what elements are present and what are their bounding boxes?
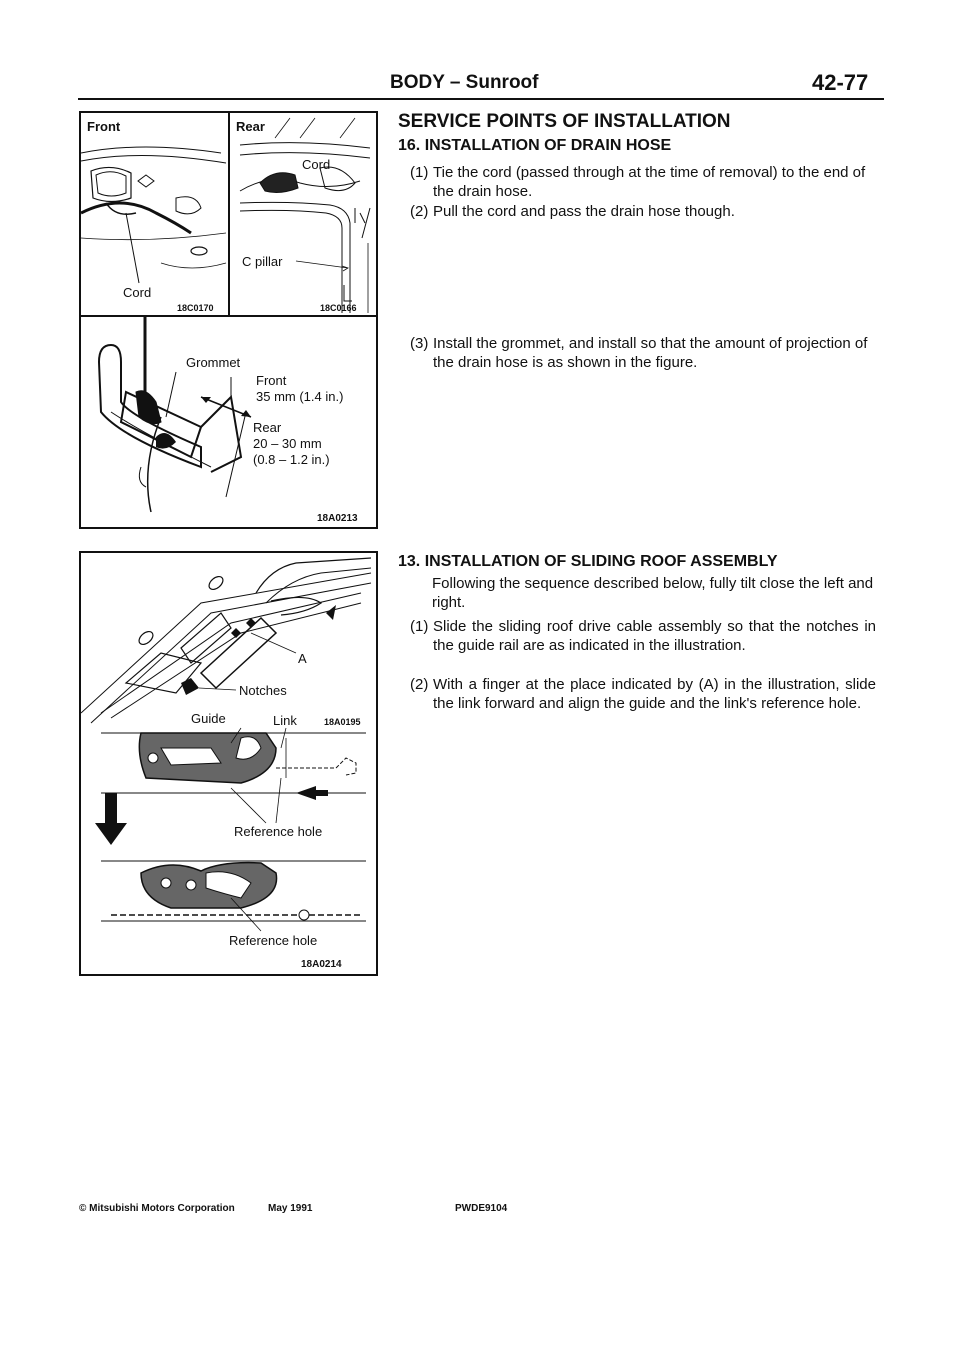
figure-sliding-roof xyxy=(79,551,378,976)
page-number: 42-77 xyxy=(812,70,869,95)
figure-label-grommet: Grommet xyxy=(186,355,241,370)
step-number: (2) xyxy=(410,203,429,220)
header-rule xyxy=(78,98,884,100)
step-13-2 xyxy=(410,675,876,713)
figure-label-cord: Cord xyxy=(123,285,152,300)
footer-copyright: © Mitsubishi Motors Corporation xyxy=(79,1203,235,1214)
step-16-1 xyxy=(410,163,880,201)
step-text: Slide the sliding roof drive cable assembly so that the notches in the guide rail are as indicated in the illustration. xyxy=(433,618,876,654)
figure-front-drain xyxy=(79,111,230,318)
figure-rear-dimension: 20 – 30 mm xyxy=(253,436,322,451)
step-text: Tie the cord (passed through at the time of removal) to the end of the drain hose. xyxy=(433,164,866,200)
figure-code-2: 18C0166 xyxy=(320,303,357,313)
figure-code-4: 18A0214 xyxy=(301,959,342,970)
figure-label-cord-2: Cord xyxy=(302,157,331,172)
step-16-2 xyxy=(410,202,880,221)
figure-label-c-pillar: C pillar xyxy=(242,254,283,269)
section-header: BODY – Sunroof xyxy=(390,72,539,93)
figure-front-illustration xyxy=(81,113,228,316)
step-text: Install the grommet, and install so that the amount of projection of the drain hose is as shown in the figure. xyxy=(433,335,868,371)
figure-label-guide: Guide xyxy=(191,711,226,726)
figure-label-notches: Notches xyxy=(239,683,287,698)
section-title: SERVICE POINTS OF INSTALLATION xyxy=(398,111,731,132)
step-number: (1) xyxy=(410,618,429,635)
figure-front-dimension: 35 mm (1.4 in.) xyxy=(256,389,344,404)
figure-code: 18C0170 xyxy=(177,303,214,313)
figure-label-rear-dim: Rear xyxy=(253,420,282,435)
step-text: With a finger at the place indicated by (A) in the illustration, slide the link forward and align the guide and the link's reference hole. xyxy=(433,676,876,712)
step-text: Pull the cord and pass the drain hose though. xyxy=(433,203,735,220)
figure-label-front: Front xyxy=(87,119,121,134)
figure-grommet-illustration xyxy=(81,317,376,527)
step-number: (3) xyxy=(410,335,429,352)
figure-label-reference-hole-2: Reference hole xyxy=(229,933,318,948)
figure-grommet xyxy=(79,315,378,529)
subsection-title-16: 16. INSTALLATION OF DRAIN HOSE xyxy=(398,137,672,154)
figure-sliding-roof-illustration xyxy=(81,553,376,974)
figure-code-inner: 18A0195 xyxy=(324,717,361,727)
figure-label-rear: Rear xyxy=(236,119,265,134)
step-number: (1) xyxy=(410,164,429,181)
figure-rear-drain xyxy=(228,111,378,318)
figure-label-a: A xyxy=(298,651,307,666)
subsection-intro: Following the sequence described below, fully tilt close the left and right. xyxy=(432,575,874,611)
step-13-1 xyxy=(410,617,876,655)
figure-rear-illustration xyxy=(230,113,376,316)
figure-label-link: Link xyxy=(273,713,297,728)
step-16-3 xyxy=(410,334,880,372)
figure-label-reference-hole-1: Reference hole xyxy=(234,824,323,839)
footer-doc-code: PWDE9104 xyxy=(455,1203,508,1214)
step-number: (2) xyxy=(410,676,429,693)
figure-code-3: 18A0213 xyxy=(317,513,358,524)
figure-label-front-dim: Front xyxy=(256,373,287,388)
footer-date: May 1991 xyxy=(268,1203,313,1214)
subsection-title-13: 13. INSTALLATION OF SLIDING ROOF ASSEMBLY xyxy=(398,553,778,570)
figure-rear-dimension-in: (0.8 – 1.2 in.) xyxy=(253,452,330,467)
